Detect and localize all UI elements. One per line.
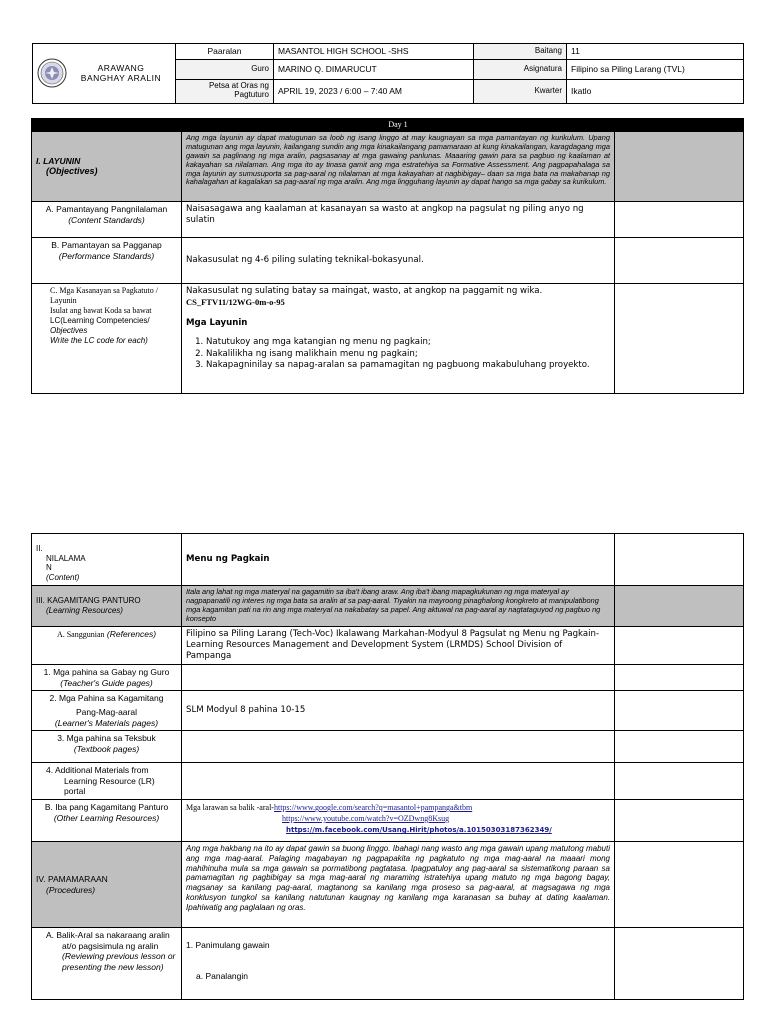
- header-table: [32, 43, 744, 104]
- gabay-label-cell: [32, 665, 182, 691]
- iba-label: B. Iba pang Kagamitang Panturo: [44, 802, 169, 813]
- kwarter-value: Ikatlo: [567, 79, 744, 103]
- day-header: Day 1: [182, 119, 615, 132]
- sanggunian-label-cell: [32, 626, 182, 665]
- nilalaman-label-2: NILALAMA: [46, 553, 86, 563]
- content-standards-value: Naisasagawa ang kaalaman at kasanayan sa wasto at angkop na pagsulat ng piling anyo ng sulatin: [182, 202, 615, 238]
- additional-label-1: 4. Additional Materials from: [46, 765, 149, 776]
- iba-label-cell: [32, 800, 182, 842]
- paaralan-value: MASANTOL HIGH SCHOOL -SHS: [274, 44, 474, 60]
- sanggunian-value: Filipino sa Piling Larang (Tech-Voc) Ikalawang Markahan-Modyul 8 Pagsulat ng Menu ng Pagkain-Learning Resources Management and Development System (LRMDS) School Division of Pampanga: [182, 626, 615, 665]
- petsa-value: APRIL 19, 2023 / 6:00 – 7:40 AM: [274, 79, 474, 103]
- deped-seal-icon: [37, 58, 67, 88]
- layunin-description: Ang mga layunin ay dapat matugunan sa loob ng isang linggo at may kaugnayan sa mga pamantayan ng kurikulum. Upang matugunan ang mga layunin, kailangang sundin ang mga kinakailangang pamamaraan at kung kinakailangan, karagdagang mga gawain sa paglinang ng mga aralin, pagsasanay at mga gawaing panlunas. Maaaring gawin para sa pagbuo ng kaalaman at kakayahan sa nilalaman. Ang mga ito ay tinasa gamit ang mga estratehiya sa Formative Assessment. Ang pagpapahalaga sa mga layunin ay sumusuporta sa pag-aaral ng nilalaman at mga kakayahan at nagbibigay– daan sa mga bata na makahanap ng kahalagahan at kagalakan sa pag-aaral ng mga aralin. Ang mga lingguhang layunin ay dapat hango sa mga gabay sa kurikulum.: [182, 132, 615, 202]
- nilalaman-label-cell: [32, 534, 182, 586]
- facebook-link[interactable]: https://m.facebook.com/Usang.Hirit/photos/a.10150303187362349/: [286, 826, 552, 835]
- balik-label-4: presenting the new lesson): [62, 961, 164, 972]
- performance-standards-label: B. Pamantayan sa Pagganap: [51, 240, 162, 250]
- baitang-value: 11: [567, 44, 744, 60]
- youtube-link[interactable]: https://www.youtube.com/watch?v=OZDwng8Ksug: [282, 814, 450, 824]
- pamamaraan-title: IV. PAMAMARAAN: [36, 873, 108, 884]
- content-table: [31, 533, 744, 1000]
- kagamitan-heading-cell: [32, 586, 182, 627]
- title-line-2: BANGHAY ARALIN: [80, 73, 162, 84]
- objectives-list: [186, 337, 610, 371]
- paaralan-label: Paaralan: [176, 44, 274, 60]
- additional-label-2: Learning Resource (LR) portal: [64, 775, 155, 797]
- pamamaraan-heading-cell: [32, 842, 182, 928]
- teksbuk-sub: (Textbook pages): [73, 743, 140, 754]
- balik-label-2: at/o pagsisimula ng aralin: [62, 940, 159, 951]
- kagamitang-label-2: Pang-Mag-aaral: [76, 706, 137, 717]
- header-title-cell: [33, 44, 176, 104]
- iba-value-cell: [182, 800, 615, 842]
- asignatura-value: Filipino sa Piling Larang (TVL): [567, 59, 744, 79]
- layunin-title: I. LAYUNIN: [36, 155, 81, 166]
- teksbuk-label: 3. Mga pahina sa Teksbuk: [57, 733, 156, 744]
- teksbuk-label-cell: [32, 731, 182, 763]
- lc-value: Nakasusulat ng sulating batay sa maingat, wasto, at angkop na paggamit ng wika.: [186, 286, 543, 296]
- nilalaman-label-1: II.: [36, 544, 43, 553]
- sanggunian-label: A. Sanggunian: [56, 629, 105, 639]
- lc-code: CS_FTV11/12WG-0m-o-95: [186, 297, 285, 308]
- kagamitang-label-1: 2. Mga Pahina sa Kagamitang: [49, 693, 164, 704]
- balik-label-3: (Reviewing previous lesson or: [62, 951, 176, 962]
- mga-layunin-heading: Mga Layunin: [186, 318, 248, 329]
- objective-item: 1. Natutukoy ang mga katangian ng menu ng pagkain;: [206, 337, 610, 348]
- performance-standards-value: Nakasusulat ng 4-6 piling sulating teknikal-bokasyunal.: [182, 238, 615, 284]
- kagamitan-description: Itala ang lahat ng mga materyal na gagamitin sa iba't ibang araw. Ang iba't ibang mapagkukunan ng mga materyal ay nagpapanatili ng interes ng mga bata sa aralin at sa pag-aaral. Tiyakin na mayroong pinaghalong kongkreto at manipulatibong mga kagamitan pati na rin ang mga materyal na nakabatay sa papel. Ang aktuwal na pag-aaral ay nagtataguyod ng pagbuo ng konsepto: [182, 586, 615, 627]
- additional-label-cell: [32, 763, 182, 800]
- nilalaman-label-3: N: [46, 563, 52, 573]
- objectives-table: [31, 118, 744, 394]
- kagamitang-sub: (Learner's Materials pages): [54, 717, 159, 728]
- google-search-link[interactable]: https://www.google.com/search?q=masantol+pampanga&tbm: [273, 803, 473, 813]
- lc-label-5: Write the LC code for each): [50, 336, 148, 345]
- lc-label-4: Objectives: [50, 326, 88, 335]
- objective-item: 3. Nakapagninilay sa napag-aralan sa pamamagitan ng pagbuong makabuluhang proyekto.: [206, 360, 610, 371]
- performance-standards-label-cell: [32, 238, 182, 284]
- kagamitang-value: SLM Modyul 8 pahina 10-15: [182, 691, 615, 731]
- balik-aral-label-cell: [32, 928, 182, 1000]
- gabay-label: 1. Mga pahina sa Gabay ng Guro: [43, 667, 170, 678]
- sanggunian-sub: (References): [106, 628, 157, 639]
- learning-competencies-label-cell: [32, 284, 182, 394]
- title-line-1: ARAWANG: [97, 63, 145, 74]
- pamamaraan-sub: (Procedures): [46, 884, 96, 895]
- objective-item: 2. Nakalilikha ng isang malikhain menu ng pagkain;: [206, 349, 610, 360]
- kagamitan-title: III. KAGAMITANG PANTURO: [36, 595, 141, 605]
- kagamitan-sub: (Learning Resources): [46, 605, 123, 615]
- learning-competencies-value-cell: [182, 284, 615, 394]
- layunin-heading-cell: [32, 132, 182, 202]
- pamamaraan-description: Ang mga hakbang na ito ay dapat gawin sa buong linggo. Ibahagi nang wasto ang mga gawain upang matutong mabuti ang mga mag-aaral. Palaging magabayan ng pagpapakita ng pagkatuto ng mga mag-aaral na maaari mong mahihinuha mula sa mga gawain sa pormatibong pagtatasa. Ipagpatuloy ang pag-aaral sa sistematikong paraan sa pamamagitan ng pagbibigay sa mga mag-aaral ng maraming istratehiya upang matuto ng mga bagong bagay, magsanay sa kanilang pag-aaral, magtanong sa kanilang mga proseso sa pag-aaral, at magsagawa ng mga konklusyon tungkol sa kanilang natutunan kaugnay ng kanilang mga karanasan sa buhay at dating kaalaman. Ipahiwatig ang paglalaan ng oras.: [182, 842, 615, 928]
- nilalaman-value: Menu ng Pagkain: [182, 534, 615, 586]
- lc-label-3: LC(Learning Competencies/: [50, 316, 150, 325]
- layunin-subtitle: (Objectives): [46, 166, 98, 177]
- kwarter-label: Kwarter: [474, 79, 567, 103]
- content-standards-label: A. Pamantayang Pangnilalaman: [45, 204, 168, 214]
- guro-label: Guro: [176, 59, 274, 79]
- balik-aral-value-cell: [182, 928, 615, 1000]
- performance-standards-sub: (Performance Standards): [58, 250, 155, 261]
- gabay-sub: (Teacher's Guide pages): [60, 677, 153, 688]
- kagamitang-label-cell: [32, 691, 182, 731]
- lc-label-2: Isulat ang bawat Koda sa bawat: [50, 306, 152, 315]
- nilalaman-label-4: (Content): [46, 572, 80, 582]
- lc-label-1: C. Mga Kasanayan sa Pagkatuto / Layunin: [50, 286, 158, 305]
- content-standards-sub: (Content Standards): [68, 214, 145, 225]
- asignatura-label: Asignatura: [474, 59, 567, 79]
- panalangin: a. Panalangin: [196, 970, 248, 981]
- panimulang-gawain: 1. Panimulang gawain: [186, 940, 270, 951]
- petsa-label: Petsa at Oras ng Pagtuturo: [176, 79, 274, 103]
- iba-sub: (Other Learning Resources): [53, 812, 160, 823]
- baitang-label: Baitang: [474, 44, 567, 60]
- iba-prefix: Mga larawan sa balik -aral-: [186, 803, 274, 813]
- balik-label-1: A. Balik-Aral sa nakaraang aralin: [46, 930, 170, 941]
- content-standards-label-cell: [32, 202, 182, 238]
- guro-value: MARINO Q. DIMARUCUT: [274, 59, 474, 79]
